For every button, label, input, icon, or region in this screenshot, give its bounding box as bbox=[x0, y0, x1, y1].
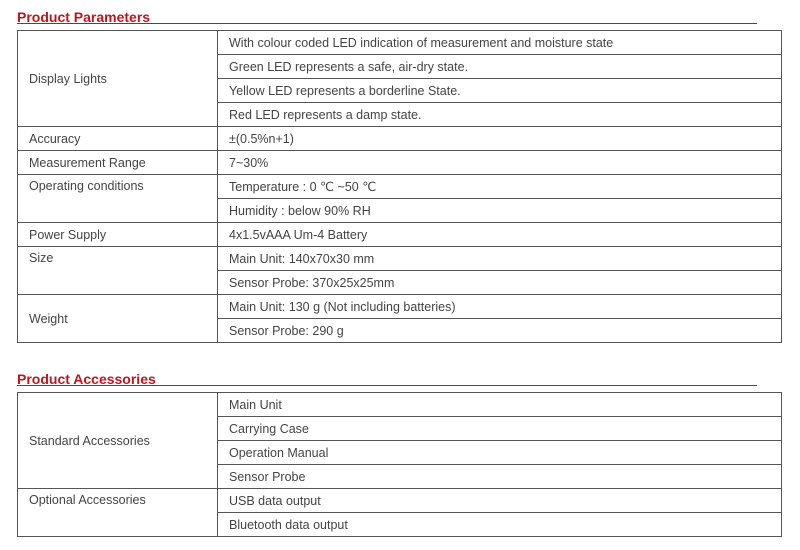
table-row bbox=[18, 295, 782, 319]
operating-conditions-value: Temperature : 0 ℃ ~50 ℃ bbox=[218, 175, 782, 199]
display-lights-value: Yellow LED represents a borderline State. bbox=[218, 79, 782, 103]
standard-accessory-item: Operation Manual bbox=[218, 441, 782, 465]
accuracy-value: ±(0.5%n+1) bbox=[218, 127, 782, 151]
product-accessories-title: Product Accessories bbox=[17, 371, 156, 387]
table-row bbox=[18, 489, 782, 513]
measurement-range-label: Measurement Range bbox=[18, 151, 218, 175]
product-parameters-title: Product Parameters bbox=[17, 9, 151, 25]
display-lights-label: Display Lights bbox=[18, 31, 218, 127]
optional-accessory-item: Bluetooth data output bbox=[218, 513, 782, 537]
size-value: Main Unit: 140x70x30 mm bbox=[218, 247, 782, 271]
display-lights-value: Green LED represents a safe, air-dry state. bbox=[218, 55, 782, 79]
accuracy-label: Accuracy bbox=[18, 127, 218, 151]
optional-accessories-label: Optional Accessories bbox=[18, 489, 218, 537]
operating-conditions-label: Operating conditions bbox=[18, 175, 218, 223]
size-label: Size bbox=[18, 247, 218, 295]
table-row bbox=[18, 223, 782, 247]
standard-accessories-label: Standard Accessories bbox=[18, 393, 218, 489]
power-supply-label: Power Supply bbox=[18, 223, 218, 247]
table-row bbox=[18, 175, 782, 199]
table-row bbox=[18, 247, 782, 271]
weight-value: Main Unit: 130 g (Not including batteries) bbox=[218, 295, 782, 319]
parameters-table bbox=[17, 30, 782, 343]
table-row bbox=[18, 393, 782, 417]
title-divider bbox=[17, 385, 757, 386]
display-lights-value: Red LED represents a damp state. bbox=[218, 103, 782, 127]
weight-label: Weight bbox=[18, 295, 218, 343]
display-lights-value: With colour coded LED indication of measurement and moisture state bbox=[218, 31, 782, 55]
accessories-table bbox=[17, 392, 782, 537]
table-row bbox=[18, 31, 782, 55]
power-supply-value: 4x1.5vAAA Um-4 Battery bbox=[218, 223, 782, 247]
table-row bbox=[18, 151, 782, 175]
measurement-range-value: 7~30% bbox=[218, 151, 782, 175]
standard-accessory-item: Sensor Probe bbox=[218, 465, 782, 489]
optional-accessory-item: USB data output bbox=[218, 489, 782, 513]
table-row bbox=[18, 127, 782, 151]
standard-accessory-item: Main Unit bbox=[218, 393, 782, 417]
weight-value: Sensor Probe: 290 g bbox=[218, 319, 782, 343]
standard-accessory-item: Carrying Case bbox=[218, 417, 782, 441]
title-divider bbox=[17, 23, 757, 24]
size-value: Sensor Probe: 370x25x25mm bbox=[218, 271, 782, 295]
operating-conditions-value: Humidity : below 90% RH bbox=[218, 199, 782, 223]
